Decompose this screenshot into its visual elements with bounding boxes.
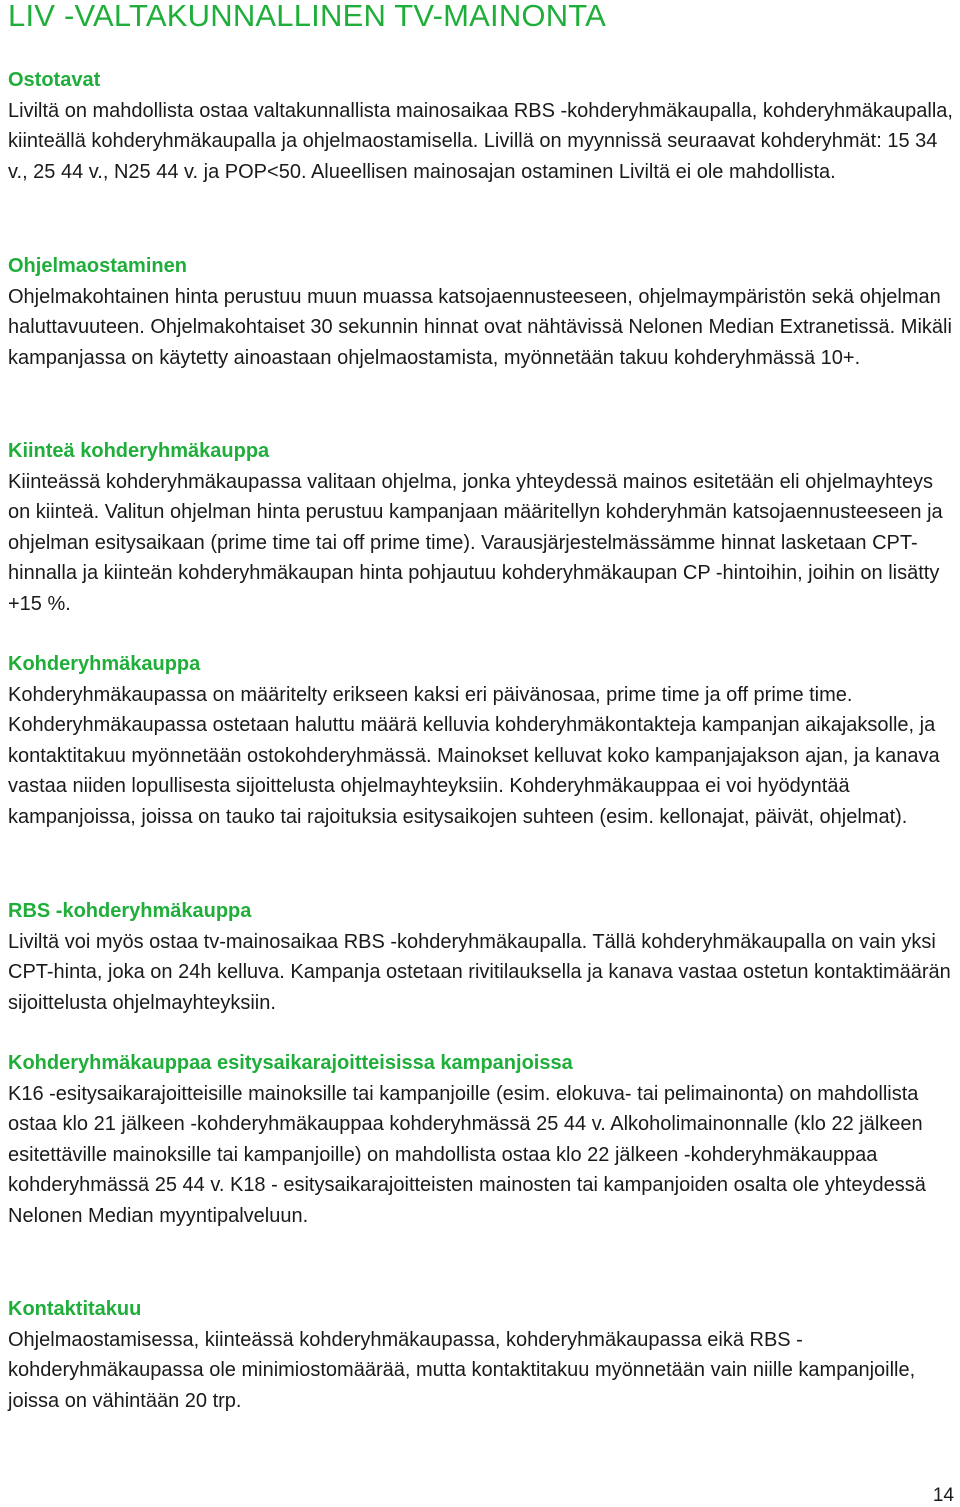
section-body: Ohjelmakohtainen hinta perustuu muun muassa katsojaennusteeseen, ohjelmaympäristön sekä ohjelman haluttavuuteen. Ohjelmakohtaiset 30 sekunnin hinnat ovat nähtävissä Nelonen Median Extranetissä. Mikäli kampanjassa on käytetty ainoastaan ohjelmaostamista, myönnetään takuu kohderyhmässä 10+. — [8, 285, 952, 369]
section-ostotavat — [8, 65, 958, 187]
section-heading: RBS -kohderyhmäkauppa — [8, 900, 252, 922]
section-body: Liviltä voi myös ostaa tv-mainosaikaa RBS -kohderyhmäkaupalla. Tällä kohderyhmäkaupalla on vain yksi CPT-hinta, joka on 24h kelluva. Kampanja ostetaan rivitilauksella ja kanava vastaa ostetun kontaktimäärän sijoittelusta ohjelmayhteyksiin. — [8, 930, 951, 1014]
section-kontaktitakuu — [8, 1294, 958, 1416]
page-number: 14 — [932, 1485, 954, 1506]
section-heading: Ostotavat — [8, 69, 101, 91]
section-rbs-kohderyhmakauppa — [8, 896, 958, 1018]
section-body: Ohjelmaostamisessa, kiinteässä kohderyhmäkaupassa, kohderyhmäkaupassa eikä RBS - kohderyhmäkaupassa ole minimiostomäärää, mutta kontaktitakuu myönnetään vain niille kampanjoille, joissa on vähintään 20 trp. — [8, 1328, 916, 1412]
section-heading: Kontaktitakuu — [8, 1298, 142, 1320]
section-body: Kohderyhmäkaupassa on määritelty erikseen kaksi eri päivänosaa, prime time ja off prime time. Kohderyhmäkaupassa ostetaan haluttu määrä kelluvia kohderyhmäkontakteja kampanjan aikajaksolle, ja kontaktitakuu myönnetään ostokohderyhmässä. Mainokset kelluvat koko kampanjajakson ajan, ja kanava vastaa niiden lopullisesta sijoittelusta ohjelmayhteyksiin. Kohderyhmäkauppaa ei voi hyödyntää kampanjoissa, joissa on tauko tai rajoituksia esitysaikojen suhteen (esim. kellonajat, päivät, ohjelmat). — [8, 683, 940, 828]
section-heading: Kohderyhmäkauppa — [8, 653, 201, 675]
section-kiintea-kohderyhmakauppa — [8, 436, 958, 620]
section-body: K16 -esitysaikarajoitteisille mainoksille tai kampanjoille (esim. elokuva- tai pelimainonta) on mahdollista ostaa klo 21 jälkeen -kohderyhmäkauppaa kohderyhmässä 25 44 v. Alkoholimainonnalle (klo 22 jälkeen esitettäville mainoksille tai kampanjoille) on mahdollista ostaa klo 22 jälkeen -kohderyhmäkauppaa kohderyhmässä 25 44 v. K18 - esitysaikarajoitteisten mainosten tai kampanjoiden osalta ole yhteydessä Nelonen Median myyntipalveluun. — [8, 1082, 926, 1227]
section-body: Liviltä on mahdollista ostaa valtakunnallista mainosaikaa RBS -kohderyhmäkaupalla, kohderyhmäkaupalla, kiinteällä kohderyhmäkaupalla ja ohjelmaostamisella. Livillä on myynnissä seuraavat kohderyhmät: 15 34 v., 25 44 v., N25 44 v. ja POP<50. Alueellisen mainosajan ostaminen Liviltä ei ole mahdollista. — [8, 99, 953, 183]
section-esitysaikarajoitteiset — [8, 1048, 958, 1232]
section-heading: Ohjelmaostaminen — [8, 255, 187, 277]
section-kohderyhmakauppa — [8, 649, 958, 833]
section-heading: Kiinteä kohderyhmäkauppa — [8, 440, 270, 462]
page-title: LIV -VALTAKUNNALLINEN TV-MAINONTA — [8, 0, 607, 33]
section-ohjelmaostaminen — [8, 251, 958, 373]
section-body: Kiinteässä kohderyhmäkaupassa valitaan ohjelma, jonka yhteydessä mainos esitetään eli ohjelmayhteys on kiinteä. Valitun ohjelman hinta perustuu kampanjaan määritellyn kohderyhmän katsojaennusteeseen ja ohjelman esitysaikaan (prime time tai off prime time). Varausjärjestelmässämme hinnat lasketaan CPT-hinnalla ja kiinteän kohderyhmäkaupan hinta pohjautuu kohderyhmäkaupan CP -hintoihin, joihin on lisätty +15 %. — [8, 470, 943, 615]
section-heading: Kohderyhmäkauppaa esitysaikarajoitteisissa kampanjoissa — [8, 1052, 573, 1074]
